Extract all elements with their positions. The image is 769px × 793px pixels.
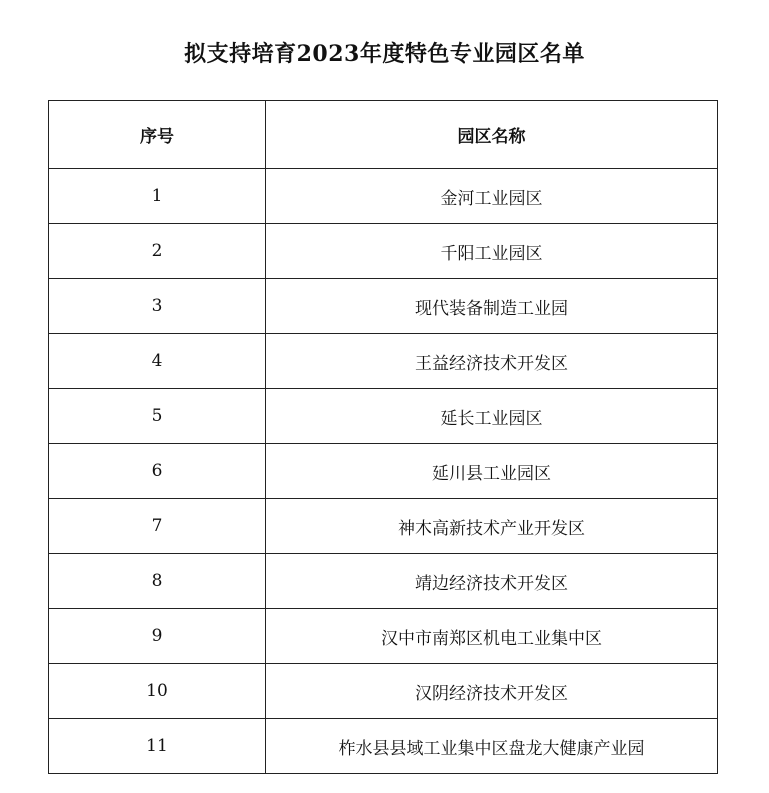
table-row xyxy=(49,719,718,774)
row-park-name: 柞水县县域工业集中区盘龙大健康产业园 xyxy=(266,719,718,774)
row-index: 10 xyxy=(49,664,266,719)
row-index: 9 xyxy=(49,609,266,664)
table-row xyxy=(49,664,718,719)
document-title: 拟支持培育2023年度特色专业园区名单 xyxy=(184,41,585,67)
table-row xyxy=(49,334,718,389)
row-index: 7 xyxy=(49,499,266,554)
row-index: 8 xyxy=(49,554,266,609)
table-row xyxy=(49,499,718,554)
table-row xyxy=(49,224,718,279)
park-list-table xyxy=(48,100,718,774)
row-park-name: 延川县工业园区 xyxy=(266,444,718,499)
row-index: 5 xyxy=(49,389,266,444)
row-park-name: 神木高新技术产业开发区 xyxy=(266,499,718,554)
table-row xyxy=(49,609,718,664)
row-index: 2 xyxy=(49,224,266,279)
table-row xyxy=(49,169,718,224)
row-index: 11 xyxy=(49,719,266,774)
row-park-name: 王益经济技术开发区 xyxy=(266,334,718,389)
row-park-name: 靖边经济技术开发区 xyxy=(266,554,718,609)
row-index: 6 xyxy=(49,444,266,499)
row-park-name: 千阳工业园区 xyxy=(266,224,718,279)
row-park-name: 金河工业园区 xyxy=(266,169,718,224)
row-index: 4 xyxy=(49,334,266,389)
table-row xyxy=(49,444,718,499)
row-park-name: 延长工业园区 xyxy=(266,389,718,444)
row-park-name: 现代装备制造工业园 xyxy=(266,279,718,334)
table-row xyxy=(49,389,718,444)
header-park-name: 园区名称 xyxy=(266,101,718,169)
row-index: 1 xyxy=(49,169,266,224)
header-index: 序号 xyxy=(49,101,266,169)
table-row xyxy=(49,554,718,609)
row-index: 3 xyxy=(49,279,266,334)
table-header-row xyxy=(49,101,718,169)
table-row xyxy=(49,279,718,334)
row-park-name: 汉阴经济技术开发区 xyxy=(266,664,718,719)
row-park-name: 汉中市南郑区机电工业集中区 xyxy=(266,609,718,664)
